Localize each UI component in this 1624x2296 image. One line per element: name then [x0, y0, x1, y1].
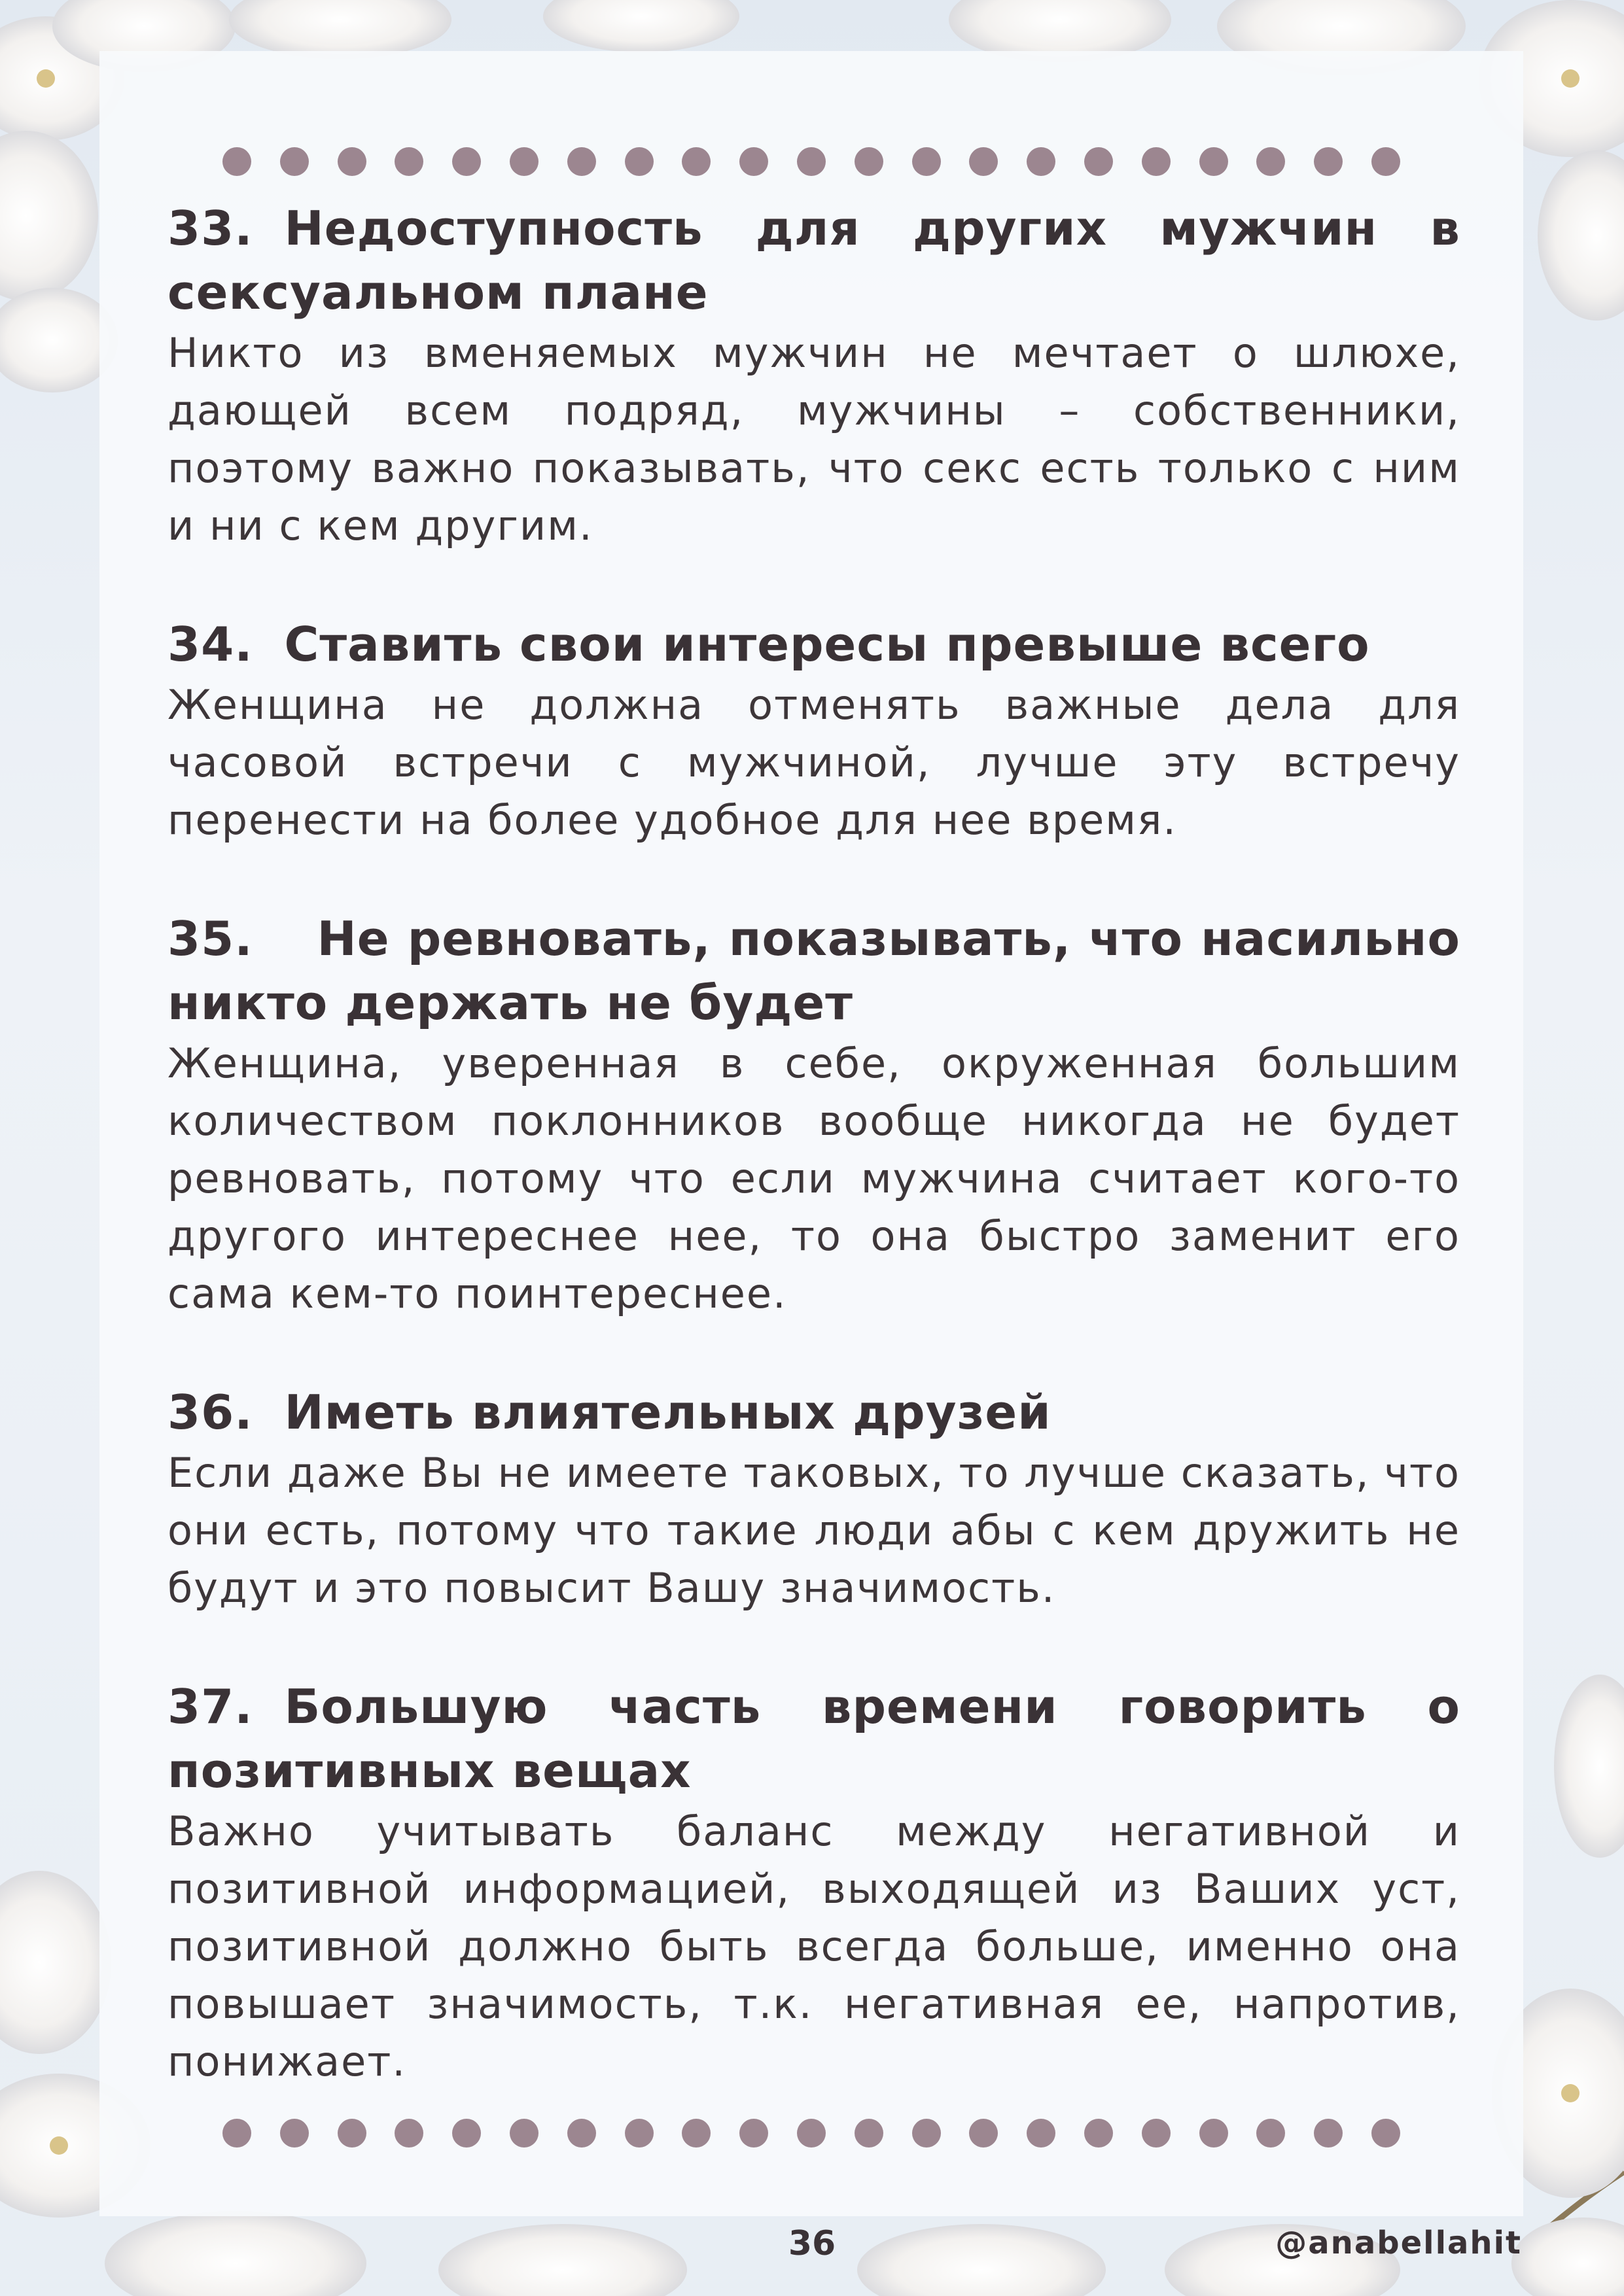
divider-dot: [1199, 147, 1228, 176]
divider-dot: [625, 2119, 654, 2148]
page-number: 36: [788, 2224, 836, 2263]
divider-dot: [1084, 2119, 1113, 2148]
divider-dot: [1256, 2119, 1285, 2148]
divider-dot: [452, 2119, 481, 2148]
divider-dot: [912, 147, 941, 176]
divider-dot: [1314, 147, 1343, 176]
divider-dot: [739, 147, 768, 176]
divider-dot: [395, 2119, 423, 2148]
tip-number: 37.: [168, 1679, 253, 1734]
divider-dot: [855, 2119, 883, 2148]
divider-dot: [1142, 147, 1171, 176]
divider-dot: [1256, 147, 1285, 176]
tip-number: 35.: [168, 911, 253, 966]
divider-dot: [625, 147, 654, 176]
tip-body: Никто из вменяемых мужчин не мечтает о шлюхе, дающей всем подряд, мужчины – собственники, поэтому важно показывать, что секс есть только с ним и ни с кем другим.: [168, 329, 1460, 549]
divider-dot: [395, 147, 423, 176]
tip-37: [168, 1675, 1460, 2091]
divider-dot: [510, 147, 538, 176]
divider-dot: [682, 2119, 711, 2148]
tip-body: Важно учитывать баланс между негативной и позитивной информацией, выходящей из Ваших уст, позитивной должно быть всегда больше, именно она повышает значимость, т.к. негативная ее, напротив, понижает.: [168, 1807, 1460, 2085]
top-dot-divider: [222, 147, 1400, 177]
divider-dot: [1084, 147, 1113, 176]
tip-33: [168, 196, 1460, 555]
divider-dot: [280, 2119, 309, 2148]
tip-heading: [168, 1675, 1460, 1803]
divider-dot: [1371, 147, 1400, 176]
tip-body: Если даже Вы не имеете таковых, то лучше сказать, что они есть, потому что такие люди абы с кем дружить не будут и это повысит Вашу значимость.: [168, 1449, 1460, 1612]
tip-heading: [168, 196, 1460, 324]
divider-dot: [510, 2119, 538, 2148]
divider-dot: [855, 147, 883, 176]
divider-dot: [567, 2119, 596, 2148]
divider-dot: [1314, 2119, 1343, 2148]
tip-36: [168, 1380, 1460, 1617]
tip-title: Недоступность для других мужчин в сексуальном плане: [168, 201, 1460, 320]
divider-dot: [338, 2119, 366, 2148]
tip-heading: [168, 1380, 1460, 1444]
tip-heading: [168, 907, 1460, 1035]
divider-dot: [969, 147, 998, 176]
tip-number: 33.: [168, 201, 253, 256]
divider-dot: [912, 2119, 941, 2148]
divider-dot: [1027, 2119, 1055, 2148]
divider-dot: [222, 2119, 251, 2148]
tip-body: Женщина не должна отменять важные дела для часовой встречи с мужчиной, лучше эту встречу перенести на более удобное для нее время.: [168, 681, 1460, 844]
tip-title: Большую часть времени говорить о позитивных вещах: [168, 1679, 1460, 1798]
tip-35: [168, 907, 1460, 1323]
tip-34: [168, 612, 1460, 849]
page-content: [168, 196, 1460, 2091]
tip-number: 34.: [168, 617, 253, 672]
divider-dot: [739, 2119, 768, 2148]
divider-dot: [1142, 2119, 1171, 2148]
divider-dot: [969, 2119, 998, 2148]
divider-dot: [452, 147, 481, 176]
divider-dot: [567, 147, 596, 176]
tip-title: Иметь влиятельных друзей: [284, 1385, 1051, 1440]
divider-dot: [1027, 147, 1055, 176]
divider-dot: [682, 147, 711, 176]
author-handle: @anabellahit: [1275, 2225, 1522, 2261]
tip-heading: [168, 612, 1460, 676]
tip-body: Женщина, уверенная в себе, окруженная большим количеством поклонников вообще никогда не будет ревновать, потому что если мужчина считает кого-то другого интереснее нее, то она быстро заменит его сама кем-то поинтереснее.: [168, 1039, 1460, 1317]
divider-dot: [1199, 2119, 1228, 2148]
divider-dot: [222, 147, 251, 176]
divider-dot: [797, 147, 826, 176]
bottom-dot-divider: [222, 2118, 1400, 2148]
divider-dot: [797, 2119, 826, 2148]
divider-dot: [1371, 2119, 1400, 2148]
divider-dot: [338, 147, 366, 176]
divider-dot: [280, 147, 309, 176]
tip-title: Не ревновать, показывать, что насильно никто держать не будет: [168, 911, 1460, 1030]
tip-number: 36.: [168, 1385, 253, 1440]
tip-title: Ставить свои интересы превыше всего: [284, 617, 1370, 672]
